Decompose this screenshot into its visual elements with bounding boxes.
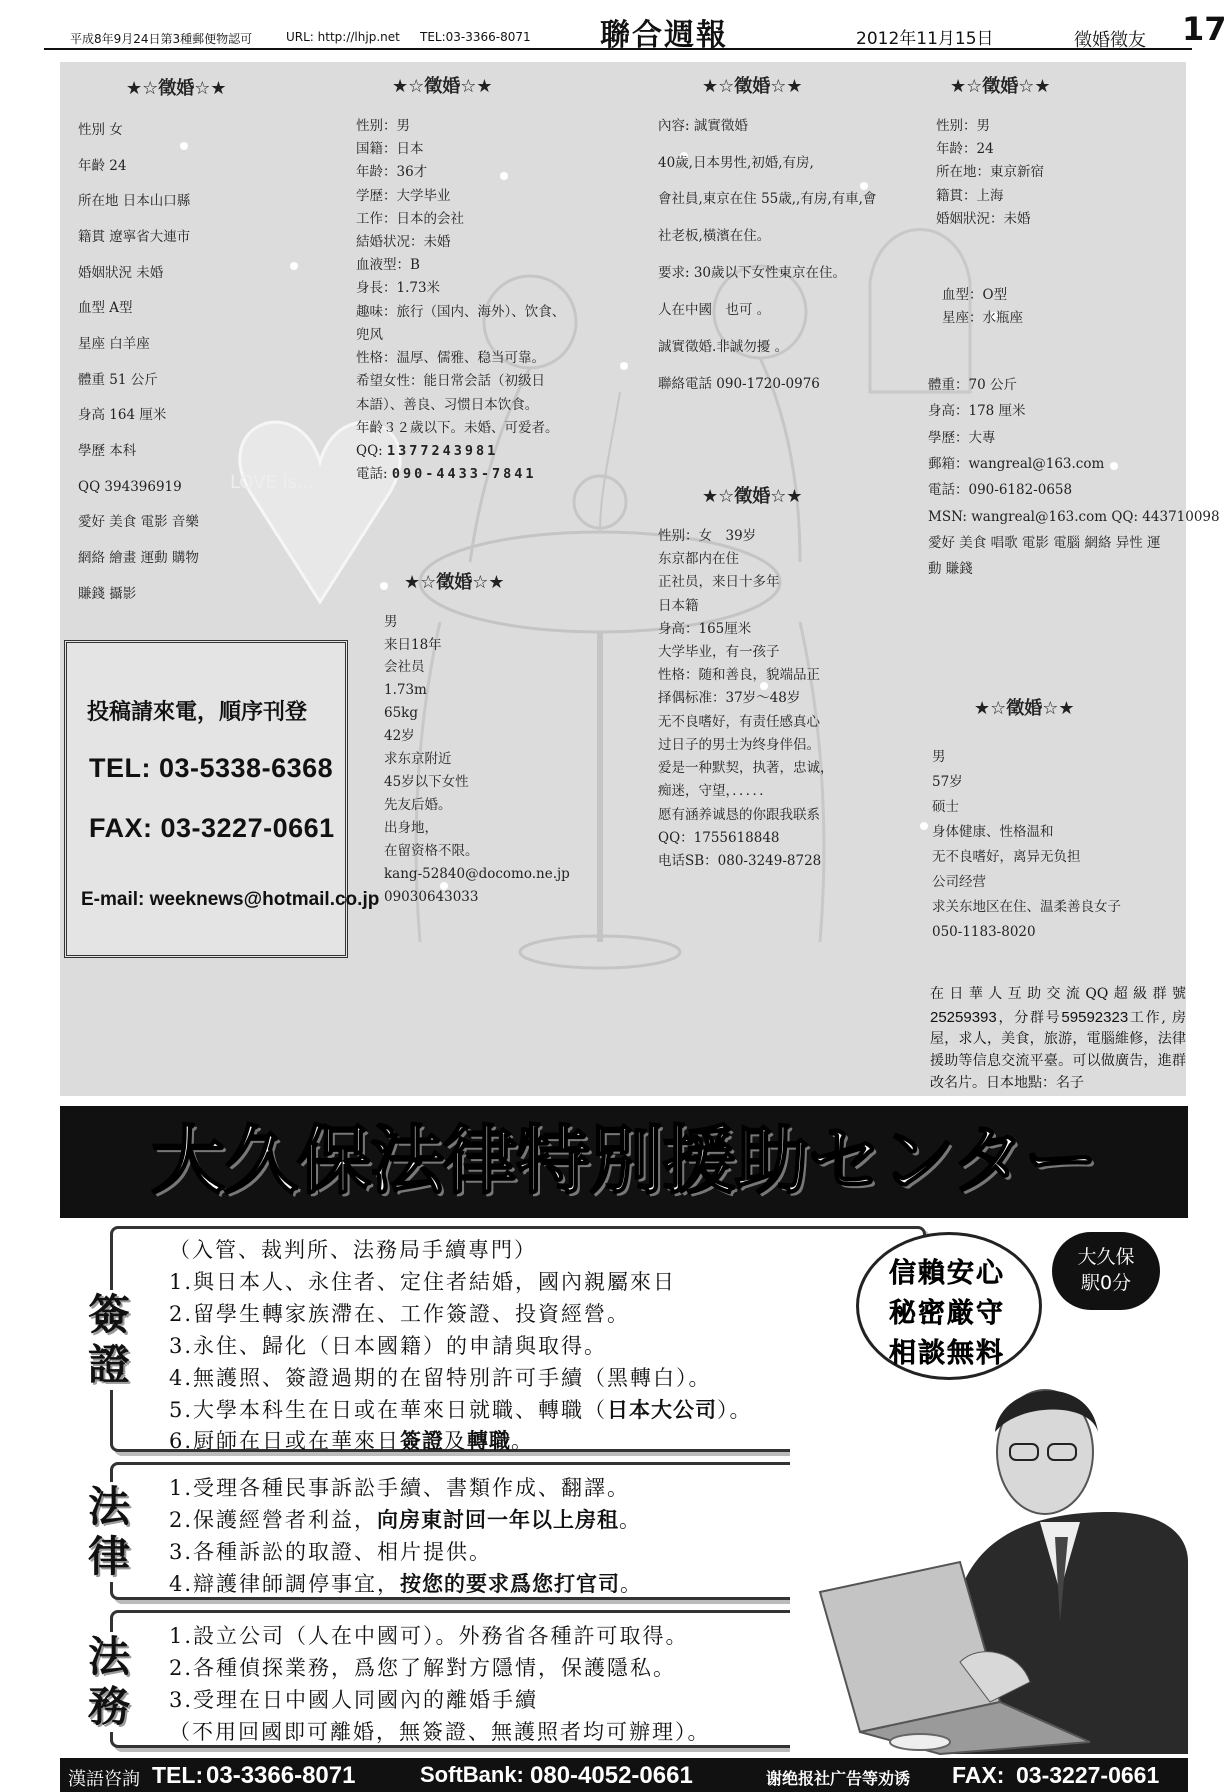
service-line: 3.永住、歸化（日本國籍）的申請與取得。 bbox=[169, 1333, 608, 1358]
ad-line: 學歷：大專 bbox=[928, 429, 996, 446]
ad-line: 兜风 bbox=[356, 326, 383, 343]
ad-line: 65kg bbox=[384, 705, 419, 722]
ad-line: 爱是一种默契，执著，忠诚， bbox=[658, 760, 834, 777]
ad-line: 学歴：大学毕业 bbox=[356, 187, 451, 204]
affairs-label: 法務 bbox=[84, 1632, 134, 1732]
ad-line: 男 bbox=[384, 613, 398, 630]
bubble-line: 秘密厳守 bbox=[889, 1298, 1005, 1329]
footer-softbank-label: SoftBank: bbox=[420, 1762, 524, 1787]
ad-line: 血型 A型 bbox=[78, 300, 133, 317]
service-text: 。 bbox=[619, 1507, 643, 1532]
footer-tel: 03-3366-8071 bbox=[206, 1762, 356, 1789]
header-url: URL: http://lhjp.net bbox=[286, 30, 400, 44]
footer-tel-label: TEL: bbox=[152, 1762, 204, 1788]
postal-permit: 平成8年9月24日第3種郵便物認可 bbox=[70, 32, 253, 46]
qq-group-number: 59592323 bbox=[1061, 1008, 1129, 1026]
ad-line: 內容: 誠實徵婚 bbox=[658, 117, 748, 134]
ad-line: 年齡３２歲以下。未婚、可爱者。 bbox=[356, 419, 559, 436]
ad-line: 会社员 bbox=[384, 659, 425, 676]
ad-line: 性别：女 39岁 bbox=[658, 527, 757, 544]
service-emphasis: 簽證 bbox=[400, 1429, 445, 1454]
qq-group-number: 25259393 bbox=[930, 1008, 997, 1026]
law-label: 法律 bbox=[84, 1482, 134, 1582]
footer-fax-label: FAX: bbox=[952, 1762, 1005, 1788]
ad-line: 體重 51 公斤 bbox=[78, 371, 158, 388]
service-line: 4.無護照、簽證過期的在留特別許可手續（黑轉白）。 bbox=[169, 1365, 712, 1390]
ad-line: QQ：1755618848 bbox=[658, 829, 780, 846]
service-text: 2.保護經營者利益， bbox=[169, 1507, 378, 1532]
footer-softbank: 080-4052-0661 bbox=[530, 1762, 693, 1789]
ad-line: 星座：水瓶座 bbox=[942, 310, 1023, 327]
qq-note-text: 在日華人互助交流QQ超級群號 bbox=[930, 986, 1186, 1002]
personal-ad bbox=[932, 692, 1121, 945]
ad-line: 身長：1.73米 bbox=[356, 280, 441, 297]
ad-title: ★☆徵婚☆★ bbox=[702, 76, 803, 97]
ad-line: 性格：温厚、儒雅、稳当可靠。 bbox=[356, 350, 545, 367]
service-line: 1.受理各種民事訴訟手續、書類作成、翻譯。 bbox=[169, 1476, 631, 1500]
ad-line: 性别：男 bbox=[936, 117, 990, 134]
tel-value: 090-4433-7841 bbox=[391, 466, 537, 483]
ad-line: 賺錢 攝影 bbox=[78, 585, 137, 602]
ad-tel bbox=[356, 463, 565, 486]
ad-line: 血液型：B bbox=[356, 257, 420, 274]
submission-contact-box bbox=[64, 640, 380, 958]
service-text: ）。 bbox=[717, 1397, 753, 1422]
ad-line: 年齡 24 bbox=[78, 157, 127, 174]
ad-line: 所在地 日本山口縣 bbox=[78, 193, 191, 210]
issue-date: 2012年11月15日 bbox=[856, 29, 994, 49]
ad-line: 电话SB：080-3249-8728 bbox=[658, 853, 822, 870]
ad-line: 體重：70 公斤 bbox=[928, 377, 1017, 393]
ad-line: 聯絡電話 090-1720-0976 bbox=[658, 376, 820, 393]
ad-line: 正社员，来日十多年 bbox=[658, 574, 780, 591]
personal-ad bbox=[658, 482, 834, 873]
trust-bubble bbox=[856, 1232, 1042, 1380]
ad-line: 愛好 美食 唱歌 電影 電腦 網絡 异性 運 bbox=[928, 534, 1161, 551]
ad-line: 无不良嗜好，有责任感真心 bbox=[658, 713, 820, 730]
qq-note-text: 工作, 房屋，求人，美食，旅游，電腦維修，法律援助等信息交流平臺。可以做廣告，進群改名片。日本地點：名子 bbox=[930, 1009, 1187, 1091]
personal-ad bbox=[384, 568, 570, 909]
contact-title: 投稿請來電，順序刊登 bbox=[87, 700, 308, 725]
ad-line: 婚姻狀況 未婚 bbox=[78, 264, 164, 281]
ad-line: 網絡 繪畫 運動 購物 bbox=[78, 549, 199, 566]
ad-line: 籍貫：上海 bbox=[936, 187, 1004, 204]
ad-line: QQ 394396919 bbox=[78, 478, 182, 495]
page-footer bbox=[60, 1758, 1188, 1792]
qq-label: QQ: bbox=[356, 443, 383, 460]
personal-ad bbox=[936, 72, 1051, 231]
qq-note-text: ，分群号 bbox=[996, 1009, 1062, 1026]
service-emphasis: 日本大公司 bbox=[607, 1397, 718, 1422]
service-text: 6.厨師在日或在華來日 bbox=[169, 1429, 401, 1454]
ad-line: 希望女性：能日常会話（初级日 bbox=[356, 373, 545, 390]
qq-group-note bbox=[930, 984, 1186, 1094]
ad-line: 工作：日本的会社 bbox=[356, 210, 464, 227]
ad-line: 择偶标准：37岁～48岁 bbox=[658, 690, 801, 707]
service-emphasis: 按您的要求爲您打官司 bbox=[400, 1571, 621, 1596]
footer-fax: 03-3227-0661 bbox=[1016, 1762, 1160, 1788]
contact-tel: TEL: 03-5338-6368 bbox=[89, 753, 334, 783]
service-line: 2.各種偵探業務，爲您了解對方隱情，保護隱私。 bbox=[169, 1655, 677, 1680]
ad-line: 过日子的男士为终身伴侣。 bbox=[658, 736, 820, 753]
bubble-line: 信賴安心 bbox=[889, 1258, 1005, 1289]
service-emphasis: 轉職 bbox=[467, 1429, 512, 1454]
businessman-photo bbox=[790, 1362, 1188, 1754]
service-line: 1.與日本人、永住者、定住者結婚，國內親屬來日 bbox=[169, 1269, 677, 1294]
ad-line: 社老板,橫濱在住。 bbox=[658, 228, 771, 245]
drink-straw bbox=[600, 392, 620, 532]
ad-line: 人在中國 也可 。 bbox=[658, 302, 771, 319]
ad-line: 婚姻狀況：未婚 bbox=[936, 210, 1031, 227]
service-line: 3.受理在日中國人同國內的離婚手續 bbox=[169, 1687, 539, 1712]
page-number: 17 bbox=[1182, 10, 1227, 48]
header-tel: TEL:03-3366-8071 bbox=[420, 30, 531, 44]
ad-line: 電話：090-6182-0658 bbox=[928, 482, 1073, 499]
service-line: 1.設立公司（人在中國可）。外務省各種許可取得。 bbox=[169, 1624, 689, 1648]
ad-line: 050-1183-8020 bbox=[932, 924, 1036, 941]
page-header bbox=[44, 8, 1227, 53]
love-is-text: LOVE is... bbox=[230, 472, 315, 493]
ad-line: 誠實徵婚.非誠勿擾 。 bbox=[658, 339, 789, 356]
ad-line: 年龄：24 bbox=[936, 141, 994, 158]
personal-ad-continued bbox=[942, 284, 1023, 330]
ad-line: 42岁 bbox=[384, 728, 415, 745]
ad-line: 會社員,東京在住 55歳,,有房,有車,會 bbox=[658, 191, 877, 208]
station-badge bbox=[1052, 1232, 1160, 1310]
ad-line: 出身地， bbox=[384, 820, 438, 837]
service-line: 2.留學生轉家族滯在、工作簽證、投資經營。 bbox=[169, 1301, 631, 1326]
ad-line: 動 賺錢 bbox=[928, 561, 973, 578]
station-line: 大久保 bbox=[1077, 1246, 1135, 1268]
footer-consult-label: 漢語咨詢 bbox=[68, 1769, 140, 1790]
ad-line: 1.73m bbox=[384, 682, 427, 699]
visa-label: 簽證 bbox=[84, 1290, 134, 1390]
tel-label: 電話: bbox=[356, 466, 388, 483]
ad-line: 痴迷，守望，．．．．． bbox=[658, 783, 773, 800]
ad-line: 愿有涵养诚恳的你跟我联系 bbox=[658, 806, 820, 823]
ad-line: 无不良嗜好，离异无负担 bbox=[932, 849, 1081, 866]
ad-line: 身体健康、性格温和 bbox=[932, 824, 1054, 841]
ad-line: 先友后婚。 bbox=[384, 797, 452, 814]
ad-line: MSN: wangreal@163.com QQ: 443710098 bbox=[928, 508, 1220, 525]
ad-line: 身高：178 厘米 bbox=[928, 403, 1026, 420]
contact-fax: FAX: 03-3227-0661 bbox=[89, 813, 335, 843]
service-line: 3.各種訴訟的取證、相片提供。 bbox=[169, 1539, 493, 1564]
personal-ad bbox=[356, 72, 565, 486]
ad-title: ★☆徵婚☆★ bbox=[404, 572, 505, 593]
station-line: 駅0分 bbox=[1080, 1272, 1132, 1294]
ad-line: 东京都内在住 bbox=[658, 551, 739, 568]
service-text: 4.辯護律師調停事宜， bbox=[169, 1571, 401, 1596]
contact-email: E-mail: weeknews@hotmail.co.jp bbox=[81, 889, 380, 910]
ad-line: 性別 女 bbox=[78, 122, 123, 139]
ad-line: 硕士 bbox=[932, 799, 959, 816]
coffee-cup bbox=[890, 1734, 950, 1750]
service-text: 及 bbox=[444, 1429, 468, 1454]
ad-line: 本語）、善良、习惯日本饮食。 bbox=[356, 396, 539, 413]
ad-line: kang-52840@docomo.ne.jp bbox=[384, 865, 570, 882]
ad-title: ★☆徵婚☆★ bbox=[126, 78, 227, 99]
personal-ad bbox=[658, 72, 876, 406]
ad-line: 郵箱：wangreal@163.com bbox=[928, 455, 1105, 472]
service-text: 5.大學本科生在日或在華來日就職、轉職（ bbox=[169, 1397, 608, 1422]
snow-dot bbox=[620, 362, 628, 370]
ad-line: 45岁以下女性 bbox=[384, 774, 469, 791]
ad-line: 星座 白羊座 bbox=[78, 336, 150, 353]
qq-value: 1377243981 bbox=[386, 443, 499, 460]
ad-line: 性格：随和善良，貌端品正 bbox=[658, 667, 820, 684]
ad-line: 求东京附近 bbox=[384, 751, 452, 768]
ad-title: ★☆徵婚☆★ bbox=[702, 486, 803, 507]
service-line: （入管、裁判所、法務局手續專門） bbox=[169, 1238, 537, 1262]
ad-line: 身高：165厘米 bbox=[658, 620, 752, 637]
ad-line: 国籍：日本 bbox=[356, 141, 424, 158]
ad-title: ★☆徵婚☆★ bbox=[974, 698, 1075, 719]
ad-line: 血型：O型 bbox=[942, 287, 1008, 303]
ad-line: 在留资格不限。 bbox=[384, 842, 479, 859]
newspaper-name: 聯合週報 bbox=[600, 18, 728, 53]
ad-line: 来日18年 bbox=[384, 636, 442, 653]
ad-line: 結婚状况：未婚 bbox=[356, 234, 451, 251]
service-text: 。 bbox=[620, 1571, 644, 1596]
ad-line: 求关东地区在住、温柔善良女子 bbox=[932, 899, 1121, 916]
footer-decline-notice: 谢绝报社广告等劝诱 bbox=[766, 1769, 911, 1788]
ad-line: 所在地：東京新宿 bbox=[936, 164, 1044, 181]
ad-line: 要求: 30歲以下女性東京在住。 bbox=[658, 265, 847, 282]
snow-dot bbox=[290, 262, 298, 270]
ad-line: 57岁 bbox=[932, 774, 963, 791]
ad-title: ★☆徵婚☆★ bbox=[392, 76, 493, 97]
section-name: 徵婚徵友 bbox=[1074, 30, 1146, 51]
ad-line: 公司经营 bbox=[932, 874, 986, 891]
ad-line: 性别：男 bbox=[356, 117, 410, 134]
service-line: （不用回國即可離婚，無簽證、無護照者均可辦理）。 bbox=[169, 1719, 711, 1744]
ad-title: ★☆徵婚☆★ bbox=[950, 76, 1051, 97]
ad-line: 日本籍 bbox=[658, 597, 699, 614]
ad-line: 40歲,日本男性,初婚,有房, bbox=[658, 154, 814, 171]
ad-line: 09030643033 bbox=[384, 888, 479, 905]
personal-ad-continued bbox=[928, 372, 1220, 583]
ad-line: 大学毕业，有一孩子 bbox=[658, 644, 780, 661]
ad-line: 學歷 本科 bbox=[78, 442, 137, 459]
personal-ad bbox=[78, 72, 227, 617]
service-emphasis: 向房東討回一年以上房租 bbox=[377, 1507, 620, 1532]
snow-dot bbox=[920, 822, 928, 830]
ad-line: 愛好 美食 電影 音樂 bbox=[78, 514, 199, 531]
ad-line: 年龄：36才 bbox=[356, 164, 428, 181]
ad-line: 身高 164 厘米 bbox=[78, 407, 167, 424]
law-center-banner: 大久保法律特別援助センター bbox=[60, 1106, 1188, 1218]
service-text: 。 bbox=[511, 1429, 535, 1454]
ad-line: 籍貫 遼寧省大連市 bbox=[78, 229, 191, 246]
ad-line: 趣味：旅行（国内、海外）、饮食、 bbox=[356, 303, 566, 320]
ad-line: 男 bbox=[932, 749, 946, 766]
bubble-line: 相談無料 bbox=[889, 1338, 1005, 1369]
ad-qq bbox=[356, 440, 565, 463]
